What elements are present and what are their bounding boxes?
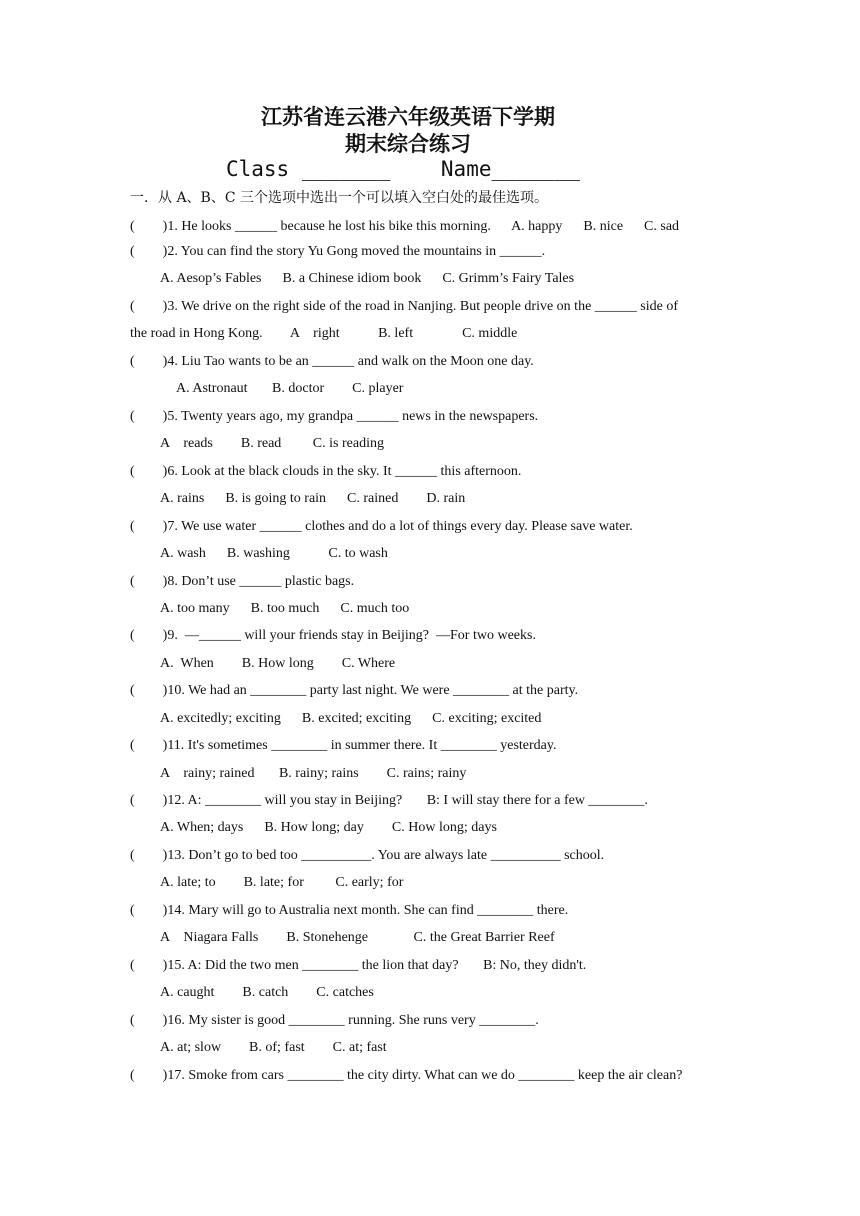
question-line: ( )1. He looks ______ because he lost his bike this morning. A. happy B. nice C. sad [130,219,680,234]
option-line: A. When B. How long C. Where [160,656,396,671]
option-line: A reads B. read C. is reading [160,436,384,451]
option-line: A. When; days B. How long; day C. How long; days [160,820,497,835]
question-line: the road in Hong Kong. A right B. left C. middle [130,326,518,341]
option-line: A rainy; rained B. rainy; rains C. rains; rainy [160,766,467,781]
option-line: A. Astronaut B. doctor C. player [176,381,404,396]
question-line: ( )4. Liu Tao wants to be an ______ and walk on the Moon one day. [130,354,534,369]
option-line: A. late; to B. late; for C. early; for [160,875,404,890]
question-line: ( )5. Twenty years ago, my grandpa ______ news in the newspapers. [130,409,539,424]
section-heading: 一．从 A、B、C 三个选项中选出一个可以填入空白处的最佳选项。 [130,190,549,206]
option-line: A. too many B. too much C. much too [160,601,410,616]
page-title: 江苏省连云港六年级英语下学期 [261,105,555,129]
option-line: A Niagara Falls B. Stonehenge C. the Great Barrier Reef [160,930,555,945]
option-line: A. wash B. washing C. to wash [160,546,388,561]
question-line: ( )6. Look at the black clouds in the sky. It ______ this afternoon. [130,464,522,479]
question-line: ( )10. We had an ________ party last night. We were ________ at the party. [130,683,579,698]
question-line: ( )2. You can find the story Yu Gong moved the mountains in ______. [130,244,546,259]
question-line: ( )14. Mary will go to Australia next month. She can find ________ there. [130,903,569,918]
page-subtitle: 期末综合练习 [345,132,471,156]
option-line: A. Aesop’s Fables B. a Chinese idiom book C. Grimm’s Fairy Tales [160,271,575,286]
option-line: A. caught B. catch C. catches [160,985,374,1000]
question-line: ( )16. My sister is good ________ running. She runs very ________. [130,1013,539,1028]
question-line: ( )12. A: ________ will you stay in Beijing? B: I will stay there for a few ________. [130,793,648,808]
question-line: ( )15. A: Did the two men ________ the lion that day? B: No, they didn't. [130,958,587,973]
class-name-line: Class _______ Name_______ [225,157,580,181]
question-line: ( )13. Don’t go to bed too __________. You are always late __________ school. [130,848,605,863]
question-line: ( )7. We use water ______ clothes and do a lot of things every day. Please save water. [130,519,633,534]
option-line: A. rains B. is going to rain C. rained D. rain [160,491,466,506]
question-line: ( )9. —______ will your friends stay in Beijing? —For two weeks. [130,628,536,643]
question-line: ( )17. Smoke from cars ________ the city dirty. What can we do ________ keep the air clean? [130,1068,683,1083]
option-line: A. at; slow B. of; fast C. at; fast [160,1040,387,1055]
question-line: ( )8. Don’t use ______ plastic bags. [130,574,355,589]
option-line: A. excitedly; exciting B. excited; exciting C. exciting; excited [160,711,542,726]
question-line: ( )3. We drive on the right side of the road in Nanjing. But people drive on the ______ side of [130,299,679,314]
question-line: ( )11. It's sometimes ________ in summer there. It ________ yesterday. [130,738,557,753]
